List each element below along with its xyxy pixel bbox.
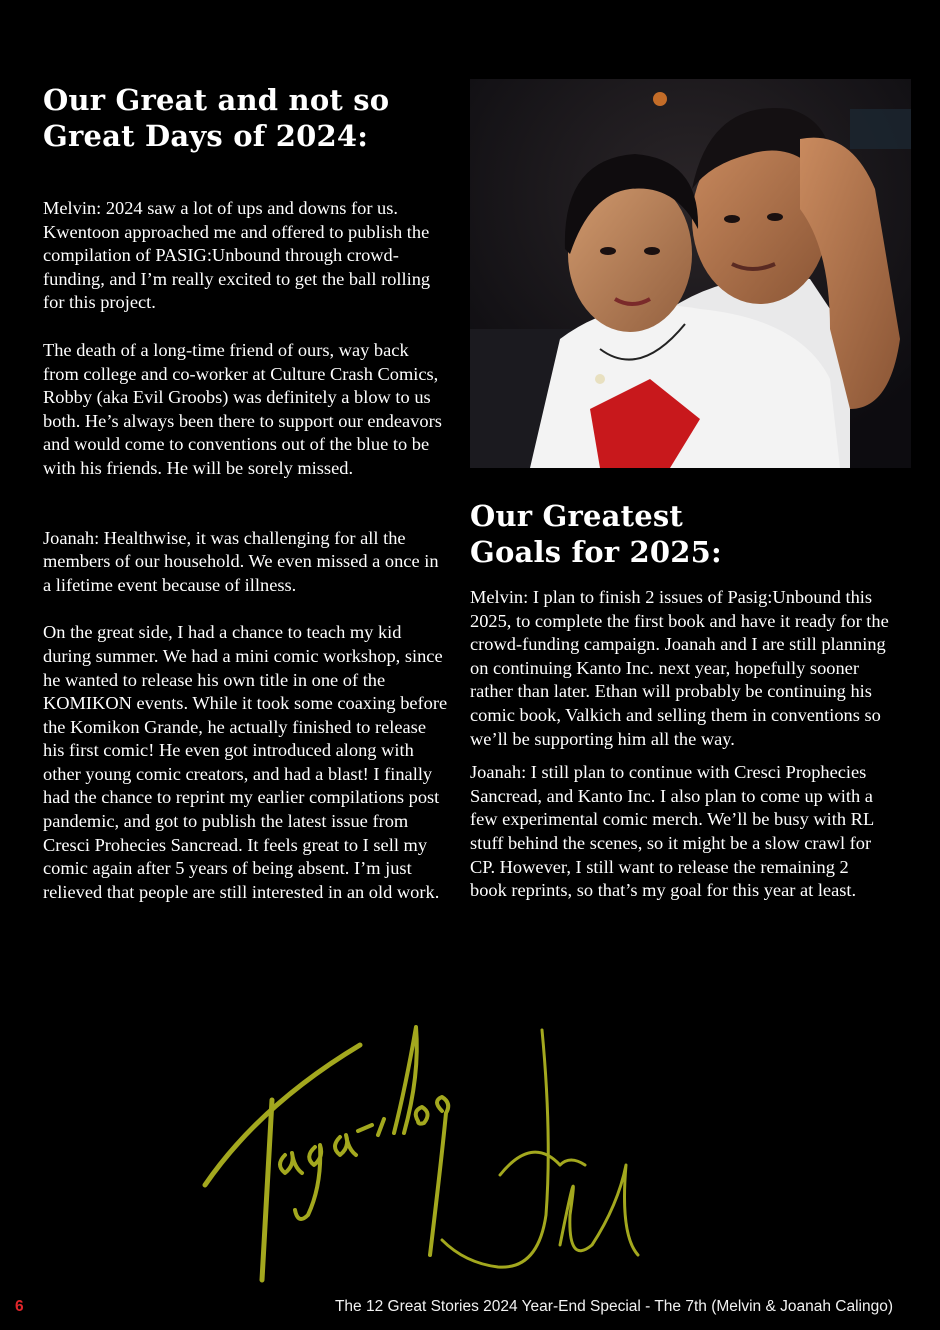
- left-paragraph-3: Joanah: Healthwise, it was challenging for all the members of our household. We even missed a once in a lifetime event because of illness.: [43, 527, 439, 595]
- left-paragraph-4: On the great side, I had a chance to teach my kid during summer. We had a mini comic workshop, since he wanted to release his own title in one of the KOMIKON events. While it took some coaxing before the Komikon Grande, he actually finished to release his first comic! He even got introduced along with other young comic creators, and had a blast! I finally had the chance to reprint my earlier compilations post pandemic, and got to publish the latest issue from Cresci Prohecies Sancread. It feels great to I sell my comic again after 5 years of being absent. I’m just relieved that people are still interested in an old work.: [43, 622, 448, 902]
- left-column: [43, 82, 448, 904]
- right-paragraph-2: Joanah: I still plan to continue with Cresci Prophecies Sancread, and Kanto Inc. I also plan to come up with a few experimental comic merch. We’ll be busy with RL stuff behind the scenes, so it might be a slow crawl for CP. However, I still want to release the remaining 2 book reprints, so that’s my goal for this year at least.: [470, 762, 874, 901]
- right-column: [470, 498, 890, 903]
- couple-photo: [470, 79, 911, 468]
- left-paragraph-2: The death of a long-time friend of ours, way back from college and co-worker at Culture Crash Comics, Robby (aka Evil Groobs) was definitely a blow to us both. He’s always been there to support our endeavors and would come to conventions out of the blue to be with his friends. He will be sorely missed.: [43, 339, 442, 478]
- right-heading-line-1: Our Greatest: [470, 499, 683, 533]
- couple-photo-illustration: [470, 79, 911, 468]
- left-paragraph-1: Melvin: 2024 saw a lot of ups and downs for us. Kwentoon approached me and offered to publish the compilation of PASIG:Unbound through crowd-funding, and I’m really excited to get the ball rolling for this project.: [43, 198, 431, 313]
- left-heading: Our Great and not so Great Days of 2024:: [43, 83, 390, 153]
- page-footer: [0, 1296, 940, 1320]
- right-heading-line-2: Goals for 2025:: [470, 535, 722, 569]
- page-number: 6: [15, 1298, 24, 1315]
- right-paragraph-1: Melvin: I plan to finish 2 issues of Pasig:Unbound this 2025, to complete the first book and have it ready for the crowd-funding campaign. Joanah and I are still planning on continuing Kanto Inc. next year, hopefully sooner rather than later. Ethan will probably be continuing his comic book, Valkich and selling them in conventions so we’ll be supporting him all the way.: [470, 587, 889, 749]
- footer-text: The 12 Great Stories 2024 Year-End Special - The 7th (Melvin & Joanah Calingo): [334, 1298, 893, 1315]
- signature: [180, 1015, 660, 1290]
- right-heading: [470, 498, 890, 570]
- signature-drawing: [180, 1015, 660, 1290]
